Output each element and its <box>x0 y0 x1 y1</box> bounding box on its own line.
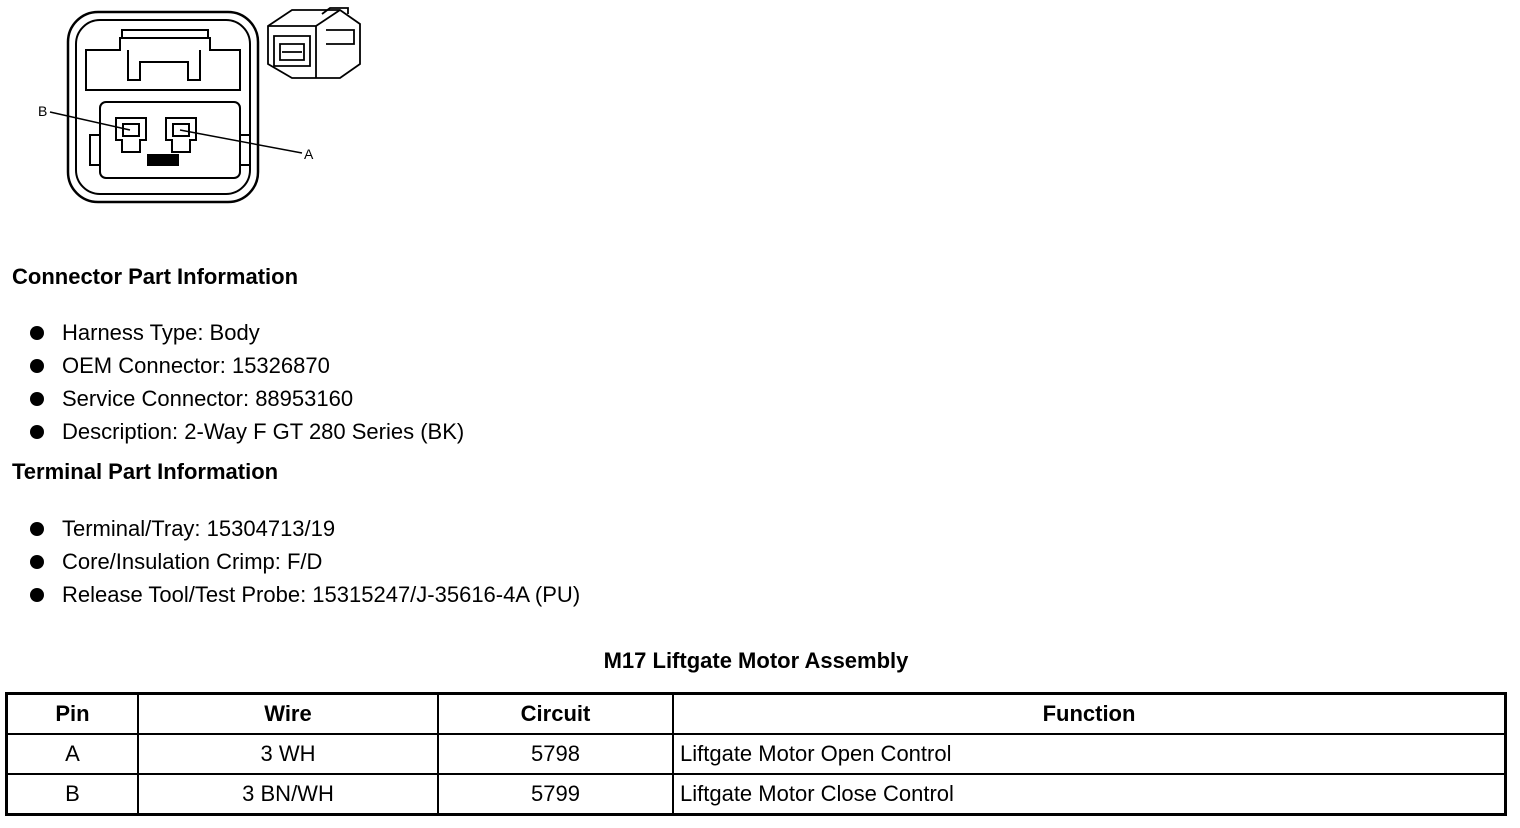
bullet-icon <box>30 555 44 569</box>
table-header-row <box>7 694 1506 735</box>
bullet-icon <box>30 588 44 602</box>
table-row <box>7 774 1506 815</box>
cell-pin: A <box>7 734 139 774</box>
connector-diagram <box>30 0 370 210</box>
cell-circuit: 5799 <box>438 774 673 815</box>
bullet-icon <box>30 425 44 439</box>
bullet-icon <box>30 326 44 340</box>
table-row <box>7 734 1506 774</box>
bullet-icon <box>30 392 44 406</box>
header-circuit: Circuit <box>438 694 673 735</box>
cell-circuit: 5798 <box>438 734 673 774</box>
bullet-icon <box>30 359 44 373</box>
bullet-icon <box>30 522 44 536</box>
callout-a: A <box>304 146 314 162</box>
callout-b: B <box>38 103 48 119</box>
connector-info-heading: Connector Part Information <box>12 264 299 289</box>
cell-wire: 3 BN/WH <box>138 774 438 815</box>
cell-wire: 3 WH <box>138 734 438 774</box>
cell-pin: B <box>7 774 139 815</box>
header-pin: Pin <box>7 694 139 735</box>
cell-function: Liftgate Motor Close Control <box>673 774 1506 815</box>
header-function: Function <box>673 694 1506 735</box>
cell-function: Liftgate Motor Open Control <box>673 734 1506 774</box>
connector-iso-icon <box>268 8 360 78</box>
terminal-info-heading: Terminal Part Information <box>12 459 279 484</box>
pinout-table <box>5 692 1507 816</box>
header-wire: Wire <box>138 694 438 735</box>
table-title: M17 Liftgate Motor Assembly <box>603 648 909 673</box>
